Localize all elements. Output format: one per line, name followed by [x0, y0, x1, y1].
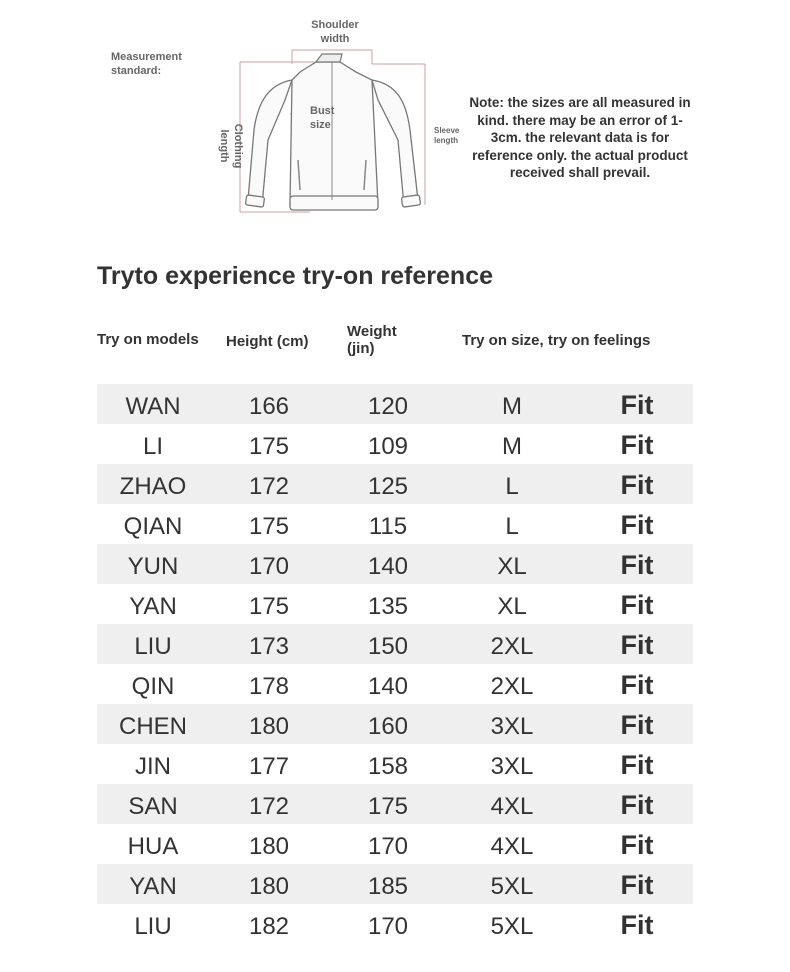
- try-on-feeling: Fit: [620, 790, 654, 820]
- model-name: YAN: [129, 593, 177, 620]
- model-name: SAN: [128, 793, 178, 820]
- try-on-size: XL: [497, 553, 527, 580]
- model-height: 170: [248, 553, 290, 580]
- table-row: [97, 904, 693, 944]
- model-name: WAN: [125, 393, 181, 420]
- model-name: LIU: [134, 913, 172, 940]
- table-row: [97, 464, 693, 504]
- model-weight: 135: [367, 593, 409, 620]
- header-height: Height (cm): [226, 333, 309, 350]
- model-weight: 160: [367, 713, 409, 740]
- table-row: [97, 424, 693, 464]
- try-on-size: L: [505, 473, 519, 500]
- try-on-size: 5XL: [490, 873, 534, 900]
- model-weight: 125: [367, 473, 409, 500]
- table-row: [97, 504, 693, 544]
- page-title: Tryto experience try-on reference: [97, 262, 493, 290]
- model-height: 172: [248, 793, 290, 820]
- try-on-feeling: Fit: [620, 590, 654, 620]
- try-on-feeling: Fit: [620, 510, 654, 540]
- try-on-size: 5XL: [490, 913, 534, 940]
- try-on-feeling: Fit: [620, 830, 654, 860]
- model-weight: 150: [367, 633, 409, 660]
- model-weight: 120: [367, 393, 409, 420]
- model-name: YUN: [127, 553, 179, 580]
- try-on-feeling: Fit: [620, 710, 654, 740]
- clothing-length-label: Clothing length: [218, 123, 244, 169]
- model-name: JIN: [135, 753, 171, 780]
- table-row: [97, 784, 693, 824]
- header-size-feelings: Try on size, try on feelings: [462, 332, 651, 349]
- model-weight: 185: [367, 873, 409, 900]
- try-on-size: M: [502, 433, 522, 460]
- model-height: 175: [248, 593, 290, 620]
- try-on-size: 3XL: [490, 713, 534, 740]
- model-name: LI: [142, 433, 163, 460]
- try-on-size: 4XL: [490, 793, 534, 820]
- model-height: 177: [248, 753, 290, 780]
- model-name: CHEN: [118, 713, 187, 740]
- try-on-size: L: [505, 513, 519, 540]
- model-weight: 158: [367, 753, 409, 780]
- model-height: 175: [248, 433, 290, 460]
- measurement-standard-label: Measurement standard:: [111, 51, 182, 77]
- model-height: 173: [248, 633, 290, 660]
- model-name: ZHAO: [119, 473, 187, 500]
- model-height: 175: [248, 513, 290, 540]
- try-on-feeling: Fit: [620, 550, 654, 580]
- shoulder-width-label: Shoulder width: [311, 19, 359, 45]
- model-name: HUA: [127, 833, 179, 860]
- try-on-feeling: Fit: [620, 390, 654, 420]
- model-name: LIU: [134, 633, 172, 660]
- try-on-feeling: Fit: [620, 870, 654, 900]
- model-weight: 170: [367, 833, 409, 860]
- model-height: 178: [248, 673, 290, 700]
- try-on-feeling: Fit: [620, 750, 654, 780]
- model-weight: 140: [367, 553, 409, 580]
- table-row: [97, 664, 693, 704]
- try-on-feeling: Fit: [620, 430, 654, 460]
- table-row: [97, 824, 693, 864]
- model-height: 182: [248, 913, 290, 940]
- model-weight: 170: [367, 913, 409, 940]
- table-row: [97, 544, 693, 584]
- model-height: 180: [248, 833, 290, 860]
- header-weight: Weight (jin): [347, 323, 397, 357]
- try-on-size: 3XL: [490, 753, 534, 780]
- sleeve-length-label: Sleeve length: [434, 126, 460, 145]
- model-weight: 115: [368, 513, 408, 540]
- model-height: 180: [248, 873, 290, 900]
- try-on-feeling: Fit: [620, 630, 654, 660]
- try-on-feeling: Fit: [620, 670, 654, 700]
- try-on-size: 2XL: [490, 633, 534, 660]
- table-row: [97, 744, 693, 784]
- model-height: 166: [248, 393, 290, 420]
- model-height: 172: [248, 473, 290, 500]
- try-on-feeling: Fit: [620, 470, 654, 500]
- table-row: [97, 384, 693, 424]
- table-row: [97, 704, 693, 744]
- sizing-note: Note: the sizes are all measured in kind. there may be an error of 1- 3cm. the relevant data is for reference only. the actual product received shall prevail.: [469, 95, 691, 180]
- table-row: [97, 624, 693, 664]
- try-on-feeling: Fit: [620, 910, 654, 940]
- model-height: 180: [248, 713, 290, 740]
- try-on-size: XL: [497, 593, 527, 620]
- bust-size-label: Bust size: [310, 105, 335, 131]
- model-weight: 109: [367, 433, 409, 460]
- header-models: Try on models: [97, 331, 199, 348]
- model-weight: 175: [367, 793, 409, 820]
- try-on-size: 4XL: [490, 833, 534, 860]
- model-name: QIAN: [123, 513, 183, 540]
- table-row: [97, 584, 693, 624]
- model-weight: 140: [367, 673, 409, 700]
- try-on-size: 2XL: [490, 673, 534, 700]
- try-on-table: [97, 384, 693, 944]
- try-on-size: M: [502, 393, 522, 420]
- model-name: QIN: [131, 673, 175, 700]
- model-name: YAN: [129, 873, 177, 900]
- table-row: [97, 864, 693, 904]
